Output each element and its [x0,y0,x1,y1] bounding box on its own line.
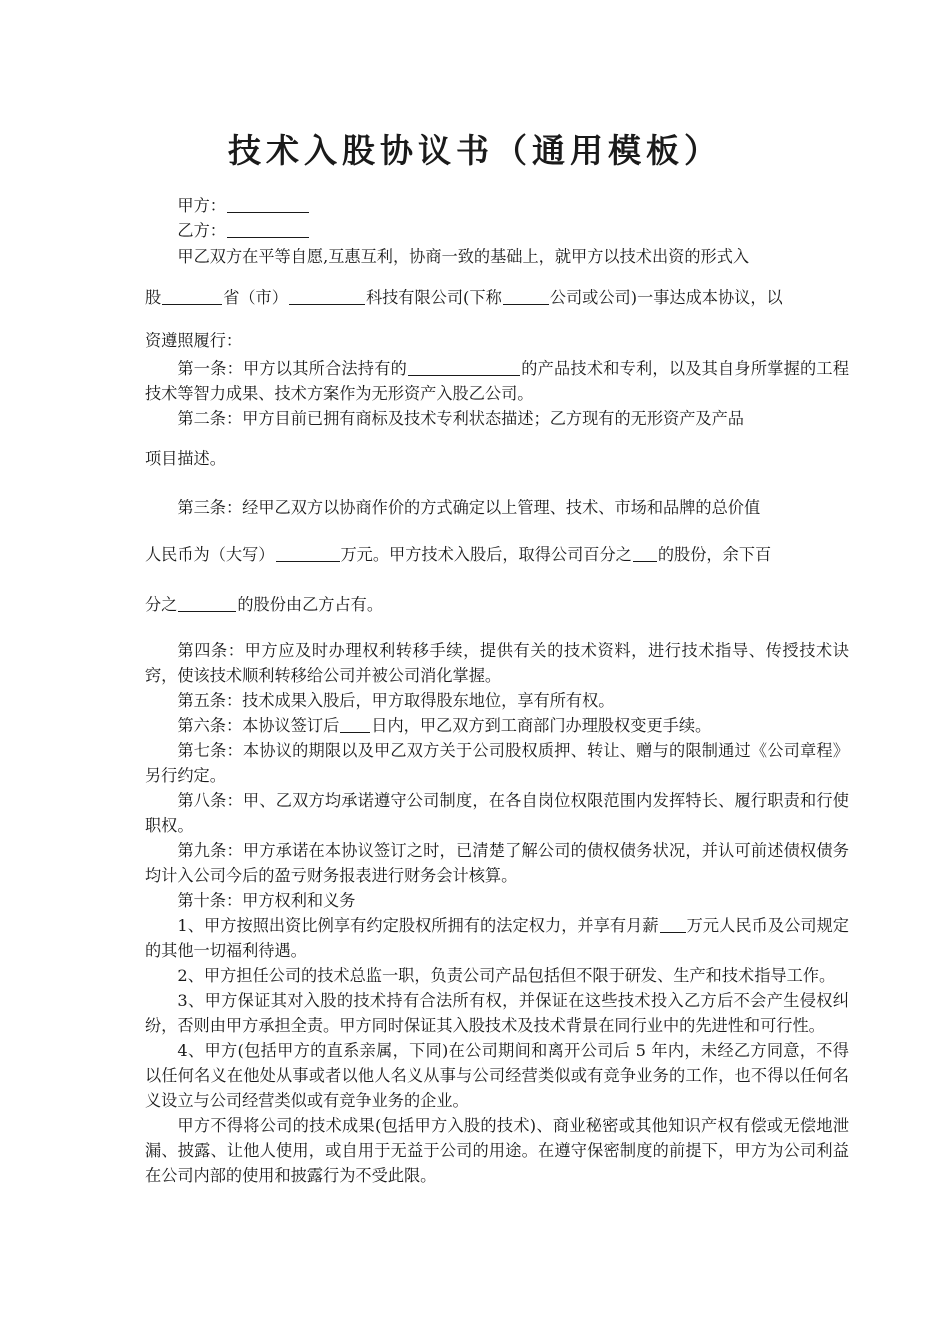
party-a-label: 甲方： [177,196,226,215]
party-a-blank [227,196,309,213]
article-5: 第五条：技术成果入股后，甲方取得股东地位，享有所有权。 [177,691,615,710]
intro-text-a: 股 [145,288,162,307]
article-2-line-2: 项目描述。 [145,449,226,468]
intro-line-3: 资遵照履行： [145,331,243,350]
days-blank [340,716,370,733]
article-8: 第八条：甲、乙双方均承诺遵守公司制度，在各自岗位权限范围内发挥特长、履行职责和行使职权。 [145,791,849,835]
item-4: 4、甲方(包括甲方的直系亲属，下同)在公司期间和离开公司后 5 年内，未经乙方同意，不得以任何名义在他处从事或者以他人名义从事与公司经营类似或有竞争业务的工作，也不得以任何名义设立与公司经营类似或有竞争业务的企业。 [145,1041,849,1110]
item-3: 3、甲方保证其对入股的技术持有合法所有权，并保证在这些技术投入乙方后不会产生侵权纠纷，否则由甲方承担全责。甲方同时保证其入股技术及技术背景在同行业中的先进性和可行性。 [145,991,849,1035]
article-3-text-b3: 的股份，余下百 [657,545,772,564]
article-3-text-b2: 万元。甲方技术入股后，取得公司百分之 [340,545,632,564]
article-6-text-a: 第六条：本协议签订后 [177,716,340,735]
percent-b-blank [178,595,236,612]
article-3-text-c2: 的股份由乙方占有。 [237,595,384,614]
company-short-blank [503,288,549,305]
intro-text-b: 省（市） [223,288,288,307]
item-5: 甲方不得将公司的技术成果(包括甲方入股的技术)、商业秘密或其他知识产权有偿或无偿地泄漏、披露、让他人使用，或自用于无益于公司的用途。在遵守保密制度的前提下，甲方为公司利益在公司内部的使用和披露行为不受此限。 [145,1116,849,1185]
item-1-text-b: 万元人民币及公司规定的其他一切福利待遇。 [145,916,849,960]
document-body [145,193,849,1188]
article-1 [145,356,849,406]
article-10: 第十条：甲方权利和义务 [177,891,356,910]
party-b-blank [227,221,309,238]
article-6-text-b: 日内，甲乙双方到工商部门办理股权变更手续。 [371,716,712,735]
company-name-blank [289,288,365,305]
article-4: 第四条：甲方应及时办理权利转移手续，提供有关的技术资料，进行技术指导、传授技术诀窍，使该技术顺利转移给公司并被公司消化掌握。 [145,641,849,685]
intro-line-2 [145,270,849,326]
article-3-text-b1: 人民币为（大写） [145,545,275,564]
technology-blank [408,359,520,376]
article-1-text-a: 第一条：甲方以其所合法持有的 [177,359,407,378]
item-1 [145,913,849,963]
party-a-line [145,193,849,218]
document-title: 技术入股协议书（通用模板） [228,131,722,170]
article-3-line-2 [145,530,849,580]
article-3-line-3 [145,580,849,630]
intro-line-1: 甲乙双方在平等自愿,互惠互利，协商一致的基础上，就甲方以技术出资的形式入 [177,247,750,266]
article-3-text-c1: 分之 [145,595,178,614]
article-7: 第七条：本协议的期限以及甲乙双方关于公司股权质押、转让、赠与的限制通过《公司章程》另行约定。 [145,741,849,785]
article-3-line-1: 第三条：经甲乙双方以协商作价的方式确定以上管理、技术、市场和品牌的总价值 [177,498,761,517]
article-9: 第九条：甲方承诺在本协议签订之时，已清楚了解公司的债权债务状况，并认可前述债权债务均计入公司今后的盈亏财务报表进行财务会计核算。 [145,841,849,885]
item-2: 2、甲方担任公司的技术总监一职，负责公司产品包括但不限于研发、生产和技术指导工作。 [177,966,836,985]
amount-blank [276,545,340,562]
article-6 [145,713,849,738]
item-1-text-a: 1、甲方按照出资比例享有约定股权所拥有的法定权力，并享有月薪 [177,916,659,935]
party-b-line [145,218,849,243]
intro-text-d: 公司或公司)一事达成本协议，以 [549,288,783,307]
party-b-label: 乙方： [177,221,226,240]
percent-a-blank [633,545,657,562]
article-2-line-1: 第二条：甲方目前已拥有商标及技术专利状态描述；乙方现有的无形资产及产品 [177,409,744,428]
province-blank [162,288,222,305]
intro-text-c: 科技有限公司(下称 [365,288,502,307]
salary-blank [660,916,686,933]
article-1-text-b: 的产品技术和专利，以及其自身所掌握的工程技术等智力成果、技术方案作为无形资产入股乙公司。 [145,359,850,403]
